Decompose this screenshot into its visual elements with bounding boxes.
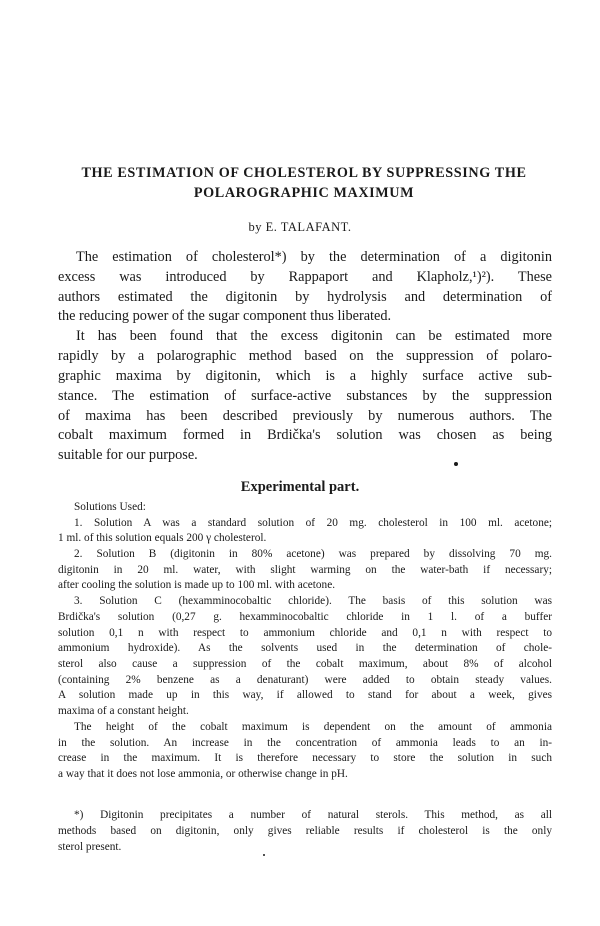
intro-p2-line: graphic maxima by digitonin, which is a highly surface active sub- <box>58 368 552 384</box>
footnote-line: *) Digitonin precipitates a number of natural sterols. This method, as all <box>74 809 552 821</box>
footnote-line: methods based on digitonin, only gives reliable results if cholesterol is the only <box>58 825 552 837</box>
solution-2-line: 2. Solution B (digitonin in 80% acetone) was prepared by dissolving 70 mg. <box>74 548 552 560</box>
intro-p2-line: suitable for our purpose. <box>58 447 198 463</box>
intro-p2-line: stance. The estimation of surface-active substances by the suppression <box>58 388 552 404</box>
solution-3-line: solution 0,1 n with respect to ammonium chloride and 0,1 n with respect to <box>58 627 552 639</box>
height-paragraph-line: crease in the maximum. It is therefore necessary to store the solution in such <box>58 752 552 764</box>
intro-p2-line: rapidly by a polarographic method based on the suppression of polaro- <box>58 348 552 364</box>
intro-p1-line: excess was introduced by Rappaport and Klapholz,¹)²). These <box>58 269 552 285</box>
paper-title-line-2: POLAROGRAPHIC MAXIMUM <box>193 185 415 201</box>
intro-p2-line: cobalt maximum formed in Brdička's solution was chosen as being <box>58 427 552 443</box>
solution-1-line: 1. Solution A was a standard solution of 20 mg. cholesterol in 100 ml. acetone; <box>74 517 552 529</box>
intro-p1-line: authors estimated the digitonin by hydrolysis and determination of <box>58 289 552 305</box>
intro-p1-line: the reducing power of the sugar component thus liberated. <box>58 308 392 324</box>
solution-3-line: A solution made up in this way, if allowed to stand for about a week, gives <box>58 689 552 701</box>
paper-title-line-1: THE ESTIMATION OF CHOLESTEROL BY SUPPRESSING THE <box>81 165 527 181</box>
height-paragraph-line: in the solution. An increase in the concentration of ammonia leads to an in- <box>58 737 552 749</box>
solution-3-line: sterol also cause a suppression of the cobalt maximum, about 8% of alcohol <box>58 658 552 670</box>
solution-3-line: (containing 2% benzene as a denaturant) were added to obtain steady values. <box>58 674 552 686</box>
solution-2-line: digitonin in 20 ml. water, with slight warming on the water-bath if necessary; <box>58 564 552 576</box>
stray-dot-mark <box>454 462 458 466</box>
author-byline: by E. TALAFANT. <box>248 220 352 234</box>
height-paragraph-line: The height of the cobalt maximum is dependent on the amount of ammonia <box>74 721 552 733</box>
solution-3-line: 3. Solution C (hexamminocobaltic chloride). The basis of this solution was <box>74 595 552 607</box>
stray-dot-mark <box>263 854 265 856</box>
solution-3-line: ammonium hydroxide). As the solvents used in the determination of chole- <box>58 642 552 654</box>
section-heading: Experimental part. <box>240 479 360 495</box>
height-paragraph-line: a way that it does not lose ammonia, or otherwise change in pH. <box>58 768 348 780</box>
solution-3-line: Brdička's solution (0,27 g. hexamminocobaltic chloride in 1 l. of a buffer <box>58 611 552 623</box>
intro-p2-line: of maxima has been described previously by numerous authors. The <box>58 408 552 424</box>
intro-p2-line: It has been found that the excess digitonin can be estimated more <box>76 328 552 344</box>
solution-3-line: maxima of a constant height. <box>58 705 189 717</box>
solution-1-line: 1 ml. of this solution equals 200 γ cholesterol. <box>58 532 267 544</box>
intro-p1-line: The estimation of cholesterol*) by the determination of a digitonin <box>76 249 552 265</box>
footnote-line: sterol present. <box>58 841 122 853</box>
solutions-used-label: Solutions Used: <box>74 501 146 513</box>
solution-2-line: after cooling the solution is made up to 100 ml. with acetone. <box>58 579 336 591</box>
